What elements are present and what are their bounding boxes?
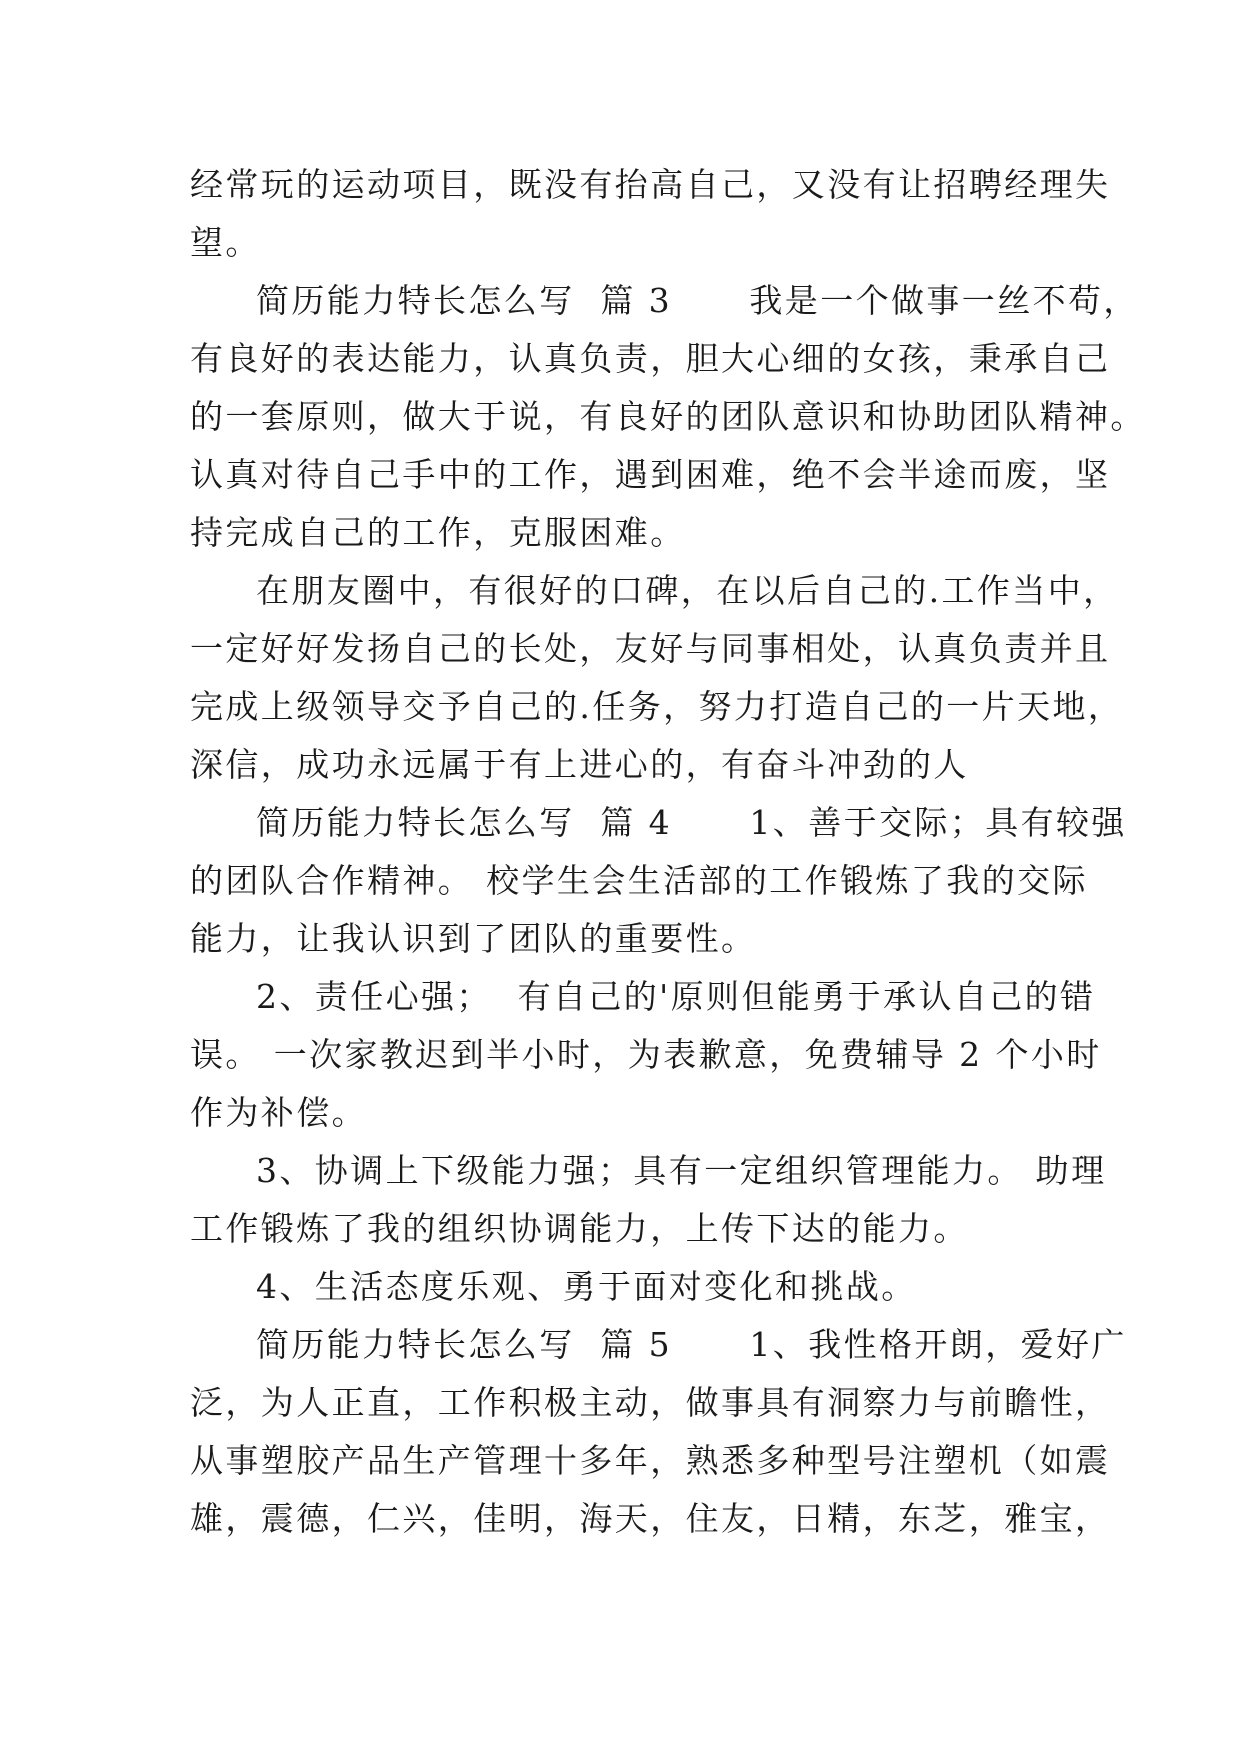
text-line: 持完成自己的工作，克服困难。 [190,513,686,552]
paragraph-start-line: 2、责任心强； 有自己的'原则但能勇于承认自己的错 [256,977,1096,1016]
text-line: 经常玩的运动项目，既没有抬高自己，又没有让招聘经理失 [190,165,1111,204]
text-line: 的团队合作精神。 校学生会生活部的工作锻炼了我的交际 [190,861,1088,900]
paragraph-start-line: 3、协调上下级能力强；具有一定组织管理能力。 助理 [256,1151,1107,1190]
text-line: 泛，为人正直，工作积极主动，做事具有洞察力与前瞻性， [190,1383,1111,1422]
text-line: 深信，成功永远属于有上进心的，有奋斗冲劲的人 [190,745,969,784]
text-line: 从事塑胶产品生产管理十多年，熟悉多种型号注塑机（如震 [190,1441,1111,1480]
text-line: 雄，震德，仁兴，佳明，海天，住友，日精，东芝，雅宝， [190,1499,1111,1538]
document-body [190,156,1146,1548]
text-line: 工作锻炼了我的组织协调能力，上传下达的能力。 [190,1209,969,1248]
text-line: 有良好的表达能力，认真负责，胆大心细的女孩，秉承自己 [190,339,1111,378]
text-line: 认真对待自己手中的工作，遇到困难，绝不会半途而废，坚 [190,455,1111,494]
text-line: 作为补偿。 [190,1093,367,1132]
text-line: 望。 [190,223,261,262]
section-heading-line: 简历能力特长怎么写 篇 4 1、善于交际；具有较强 [256,803,1127,842]
text-line: 误。 一次家教迟到半小时，为表歉意，免费辅导 2 个小时 [190,1035,1102,1074]
section-heading-line: 简历能力特长怎么写 篇 5 1、我性格开朗，爱好广 [256,1325,1127,1364]
text-line: 一定好好发扬自己的长处，友好与同事相处，认真负责并且 [190,629,1111,668]
paragraph-start-line: 4、生活态度乐观、勇于面对变化和挑战。 [256,1267,917,1306]
paragraph-start-line: 在朋友圈中，有很好的口碑，在以后自己的.工作当中， [256,571,1119,610]
text-line: 能力，让我认识到了团队的重要性。 [190,919,757,958]
text-line: 完成上级领导交予自己的.任务，努力打造自己的一片天地， [190,687,1124,726]
section-heading-line: 简历能力特长怎么写 篇 3 我是一个做事一丝不苟， [256,281,1139,320]
text-line: 的一套原则，做大于说，有良好的团队意识和协助团队精神。 [190,397,1146,436]
